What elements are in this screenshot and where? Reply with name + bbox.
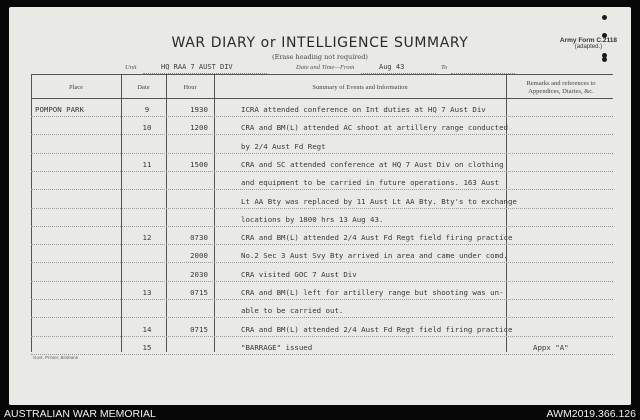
entry-place: POMPON PARK	[35, 105, 84, 114]
punch-hole-1	[602, 15, 607, 20]
date-label: Date and Time—From	[296, 64, 355, 71]
entry-date: 12	[142, 233, 152, 243]
col-head-place: Place	[68, 84, 84, 91]
row-rule	[31, 171, 613, 172]
army-form-label	[560, 37, 617, 50]
entry-summary: CRA visited GOC 7 Aust Div	[241, 269, 357, 279]
row-rule	[31, 336, 613, 337]
row-rule	[31, 281, 613, 282]
row-rule	[31, 116, 613, 117]
row-rule	[31, 244, 613, 245]
entry-date: 13	[142, 288, 152, 297]
entry-date: 14	[142, 324, 152, 334]
entry-summary: "BARRAGE" issued	[241, 342, 313, 352]
row-rule	[31, 317, 613, 318]
row-rule	[31, 354, 613, 355]
row-rule	[31, 299, 613, 300]
row-rule	[31, 208, 613, 209]
entry-hour: 2000	[190, 251, 208, 261]
entry-summary: able to be carried out.	[241, 306, 344, 316]
entry-summary: CRA and BM(L) left for artillery range but shooting was un-	[241, 288, 504, 297]
col-head-remarks-1: Remarks and references to	[526, 80, 596, 87]
row-rule	[31, 262, 613, 263]
archive-reference: AWM2019.366.126	[546, 408, 636, 420]
document-subtitle: (Erase heading not required)	[272, 53, 368, 61]
table-top-rule	[31, 74, 613, 75]
document-title: WAR DIARY or INTELLIGENCE SUMMARY	[171, 35, 469, 51]
entry-summary: CRA and BM(L) attended AC shoot at artillery range conducted	[241, 123, 508, 133]
unit-label: Unit	[125, 64, 137, 71]
entry-summary: CRA and BM(L) attended 2/4 Aust Fd Regt field firing practice	[241, 324, 513, 334]
entry-summary: CRA and SC attended conference at HQ 7 Aust Div on clothing	[241, 159, 504, 169]
col-head-hour: Hour	[183, 84, 197, 91]
entry-summary: by 2/4 Aust Fd Regt	[241, 141, 326, 151]
form-id: Army Form C.2118	[559, 37, 617, 44]
entry-summary: ICRA attended conference on Int duties at HQ 7 Aust Div	[241, 105, 486, 114]
entry-date: 9	[144, 105, 150, 114]
row-rule	[31, 226, 613, 227]
entry-summary: and equipment to be carried in future operations. 163 Aust	[241, 178, 500, 188]
entry-hour: 1200	[190, 123, 208, 133]
row-rule	[31, 134, 613, 135]
entry-date: 11	[142, 159, 152, 169]
to-label: To	[441, 64, 448, 71]
entry-hour: 0730	[190, 233, 208, 243]
row-rule	[31, 189, 613, 190]
col-head-remarks-2: Appendices, Diaries, &c.	[528, 88, 594, 95]
form-note: (adapted.)	[574, 44, 603, 50]
date-value: Aug 43	[379, 63, 405, 71]
archive-credit: AUSTRALIAN WAR MEMORIAL	[4, 408, 156, 420]
printer-mark: Govt. Printer, Brisbane	[33, 355, 79, 360]
diary-page	[9, 7, 631, 405]
entry-summary: CRA and BM(L) attended 2/4 Aust Fd Regt field firing practice	[241, 233, 513, 243]
entry-summary: locations by 1800 hrs 13 Aug 43.	[241, 214, 384, 224]
entry-hour: 2030	[190, 269, 208, 279]
table-header-rule	[31, 98, 613, 99]
entry-hour: 1500	[190, 159, 208, 169]
col-head-summary: Summary of Events and Information	[312, 84, 408, 91]
entry-hour: 0715	[190, 324, 208, 334]
entry-hour: 1930	[190, 105, 208, 114]
entry-remark: Appx "A"	[533, 342, 569, 352]
col-head-date: Date	[137, 84, 150, 91]
entry-date: 15	[142, 342, 152, 352]
entry-summary: No.2 Sec 3 Aust Svy Bty arrived in area and came under comd.	[241, 251, 508, 261]
entry-hour: 0715	[190, 288, 208, 297]
entry-date: 10	[142, 123, 152, 133]
entry-summary: Lt AA Bty was replaced by 11 Aust Lt AA Bty. Bty's to exchange	[241, 196, 517, 206]
row-rule	[31, 153, 613, 154]
unit-value: HQ RAA 7 AUST DIV	[161, 63, 233, 71]
